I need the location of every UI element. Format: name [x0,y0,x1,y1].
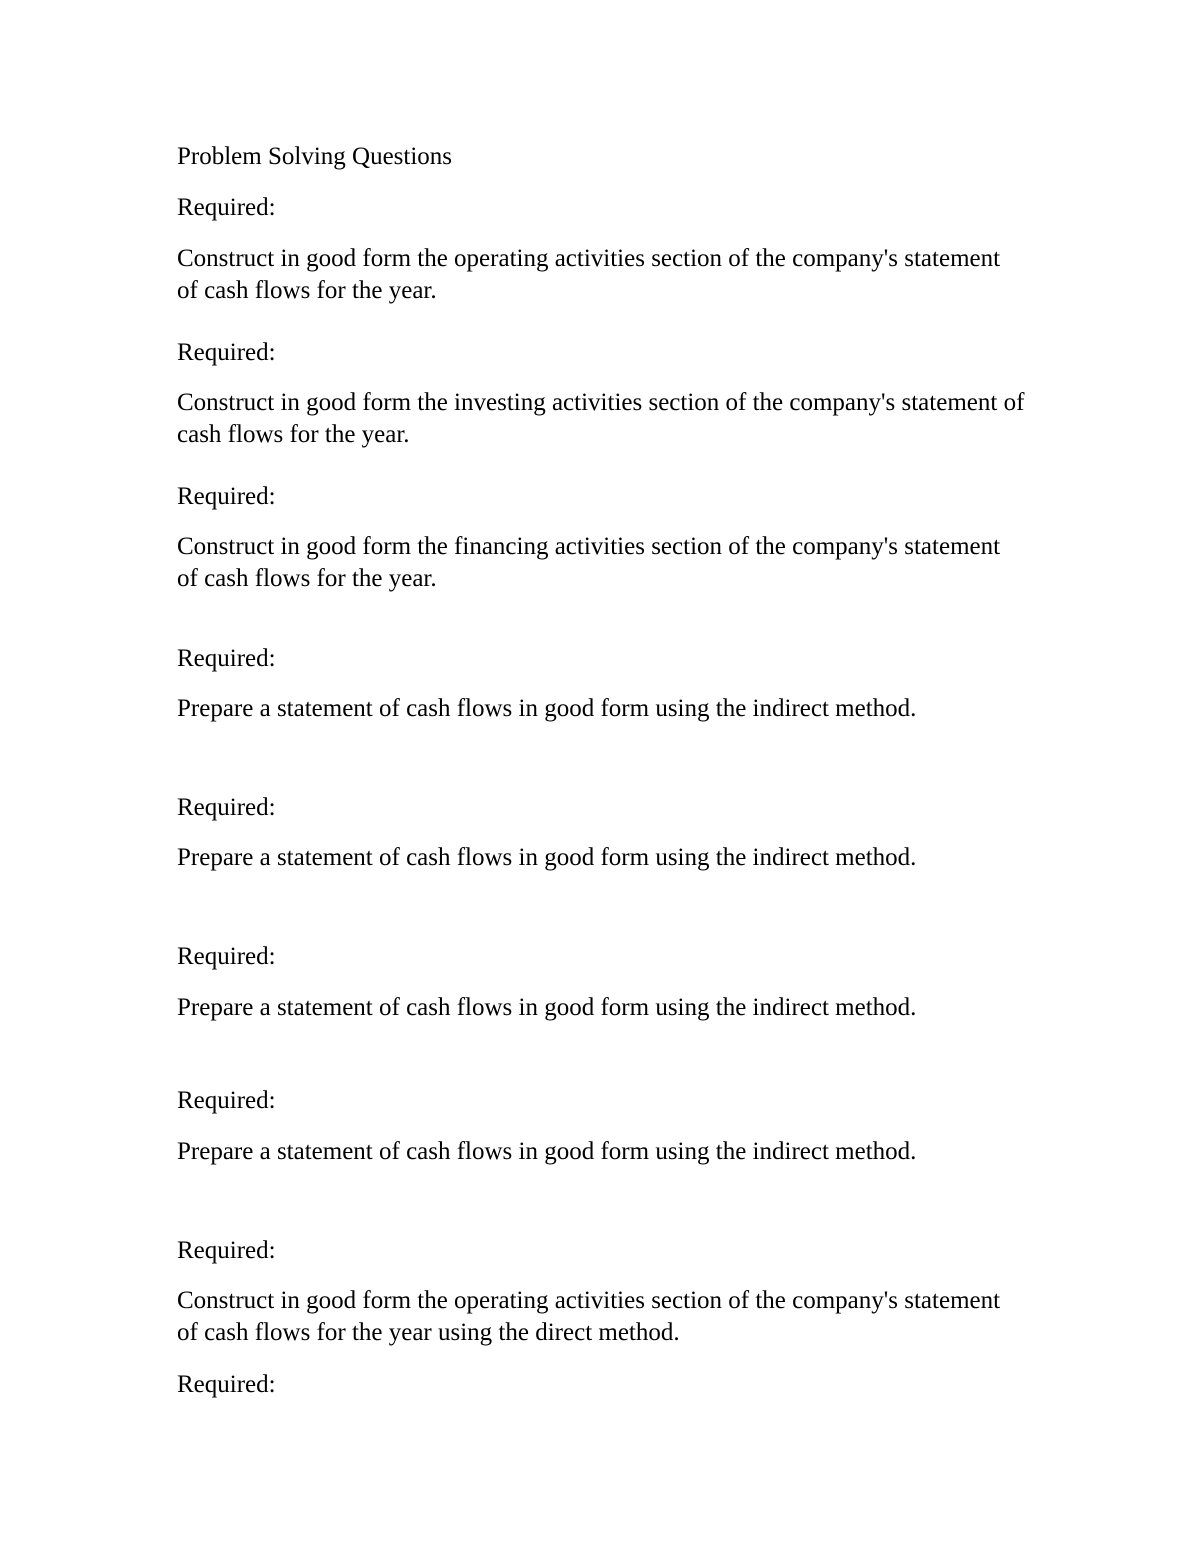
question-text-3: Construct in good form the financing activities section of the company's statement of cash flows for the year. [177,533,1001,592]
required-label-2: Required: [177,339,276,366]
required-label-8: Required: [177,1237,276,1264]
required-label-7: Required: [177,1087,276,1114]
required-label-3: Required: [177,483,276,510]
required-label-5: Required: [177,794,276,821]
required-label-4: Required: [177,645,276,672]
question-text-7: Prepare a statement of cash flows in good form using the indirect method. [177,1138,917,1165]
question-text-6: Prepare a statement of cash flows in good form using the indirect method. [177,994,917,1021]
question-text-1: Construct in good form the operating activities section of the company's statement of cash flows for the year. [177,245,1001,304]
required-label-6: Required: [177,943,276,970]
required-label-9: Required: [177,1371,276,1398]
question-text-5: Prepare a statement of cash flows in good form using the indirect method. [177,844,917,871]
question-text-8: Construct in good form the operating activities section of the company's statement of cash flows for the year using the direct method. [177,1287,1001,1346]
question-text-2: Construct in good form the investing activities section of the company's statement of cash flows for the year. [177,389,1025,448]
required-label-1: Required: [177,194,276,221]
page-title: Problem Solving Questions [177,143,453,170]
question-text-4: Prepare a statement of cash flows in good form using the indirect method. [177,695,917,722]
